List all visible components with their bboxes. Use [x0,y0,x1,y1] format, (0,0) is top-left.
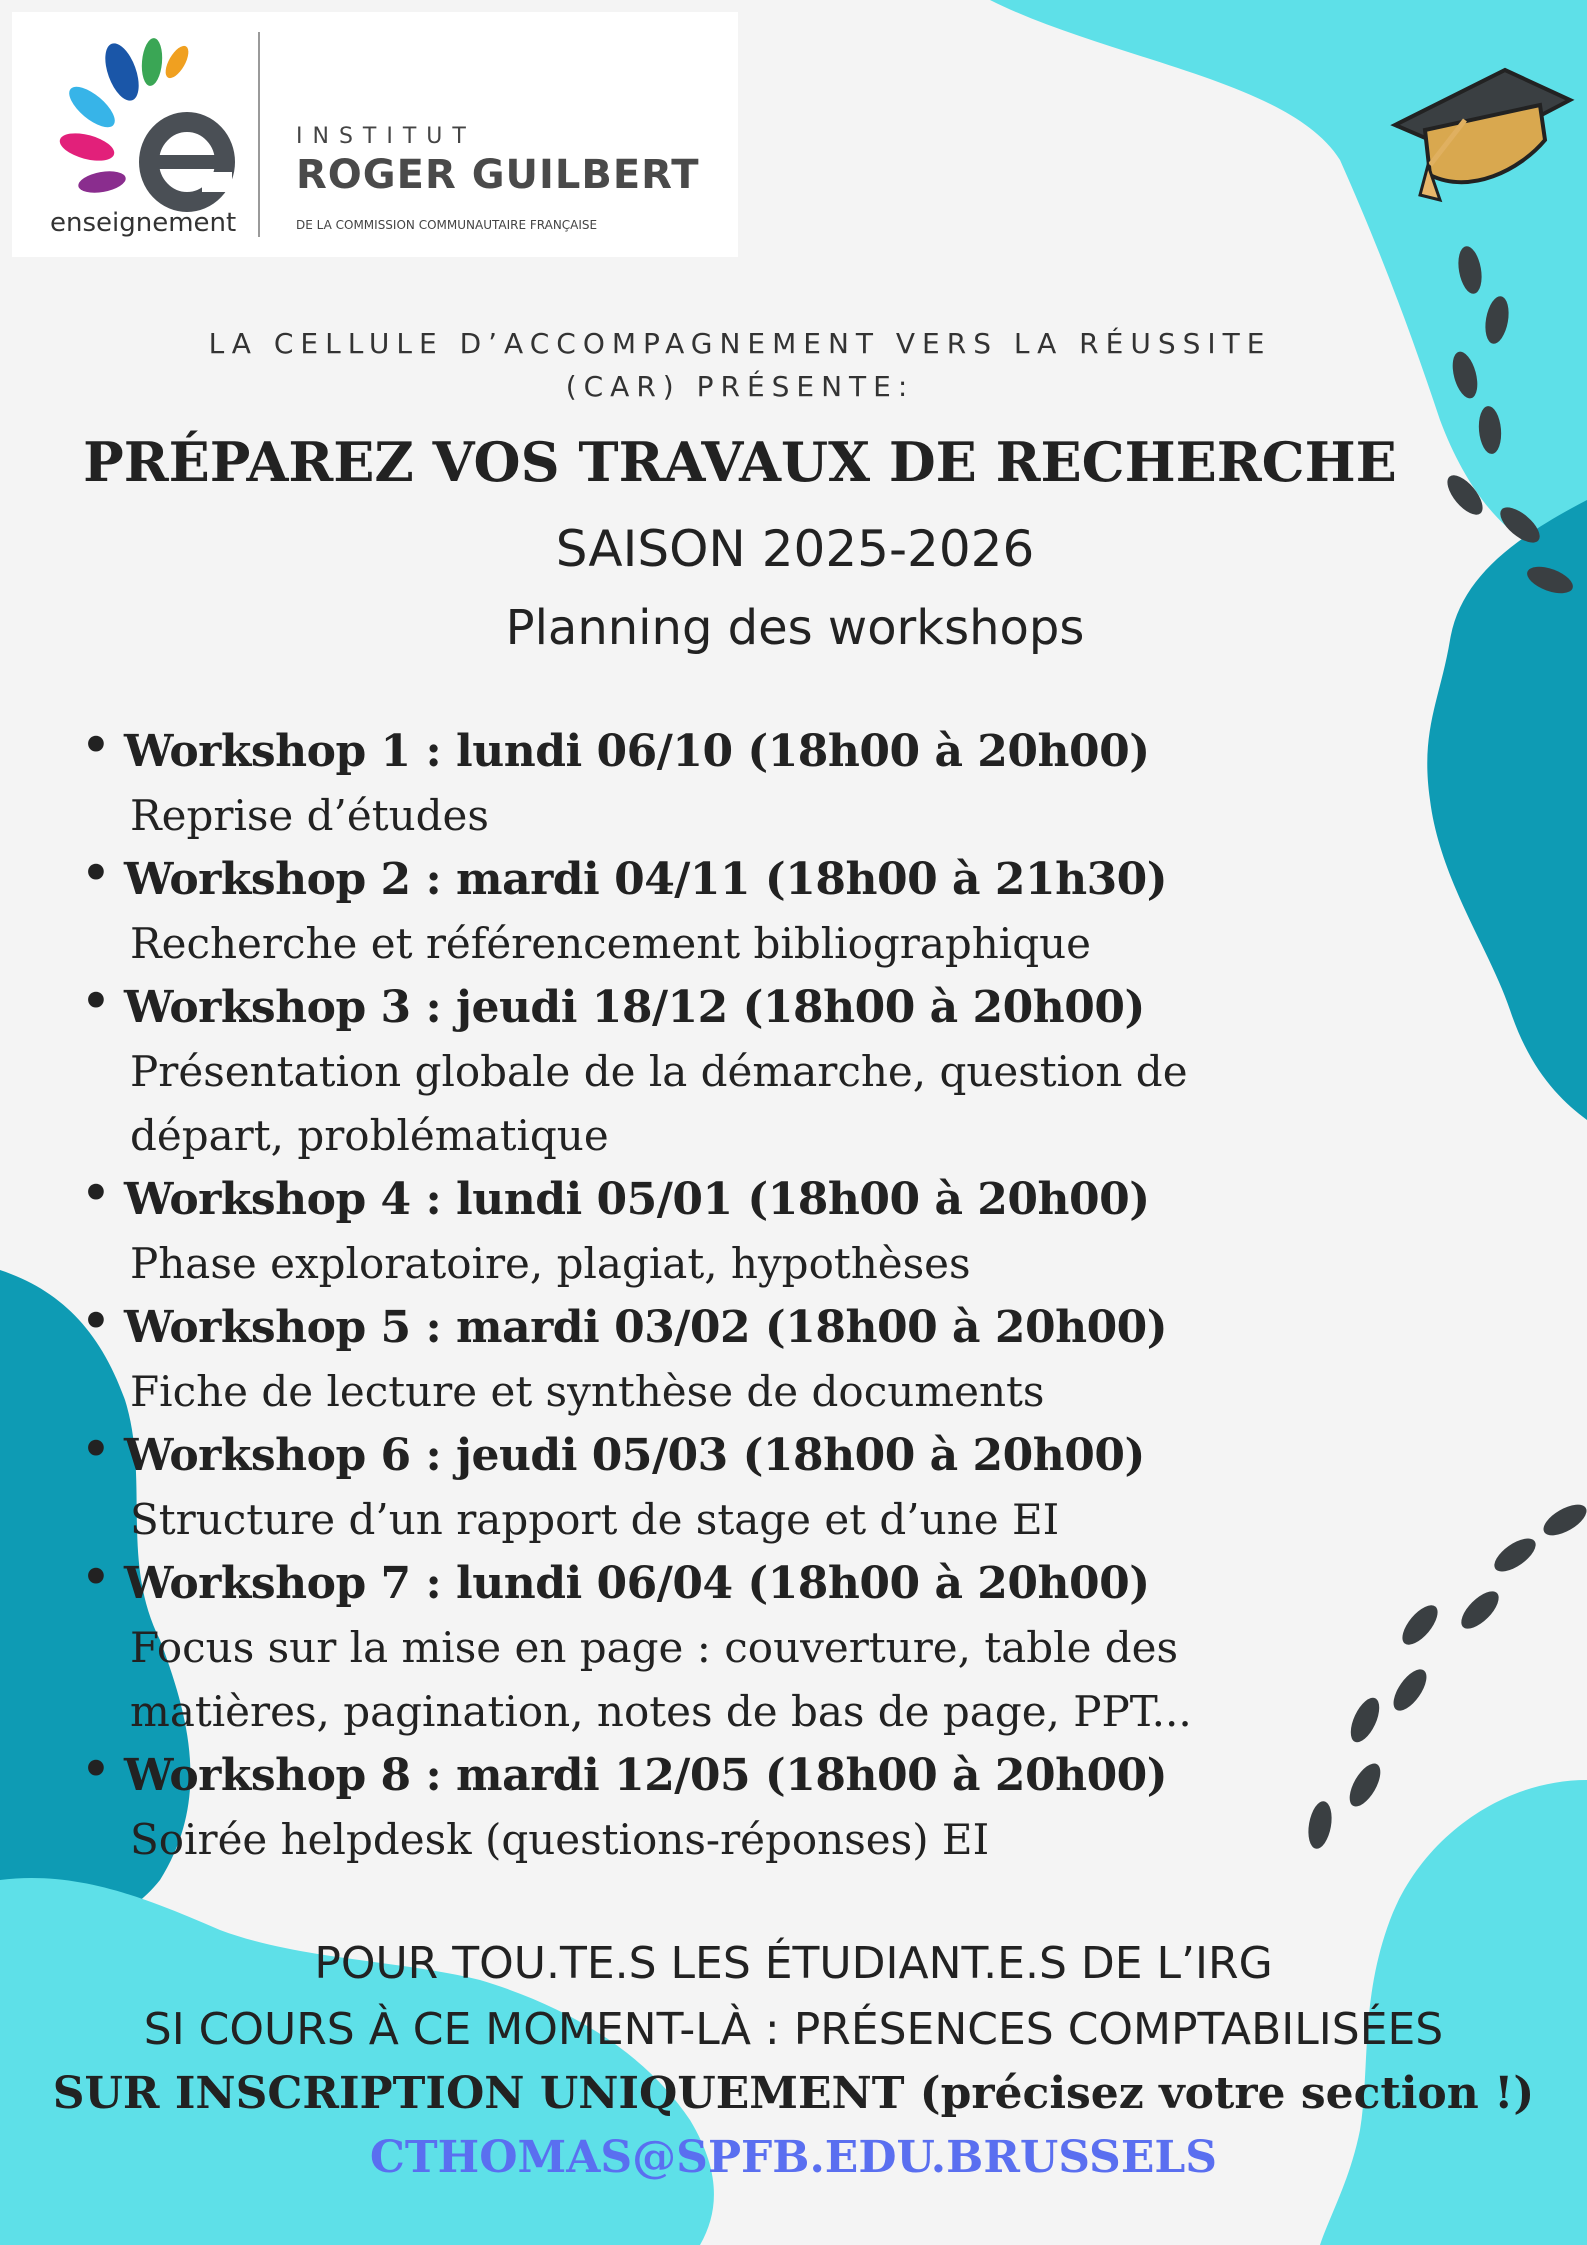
institute-logo [12,12,738,257]
workshop-heading: • Workshop 4 : lundi 05/01 (18h00 à 20h00) [124,1174,1150,1225]
workshop-item [80,1744,1330,1872]
footer-attendance: SI COURS À CE MOMENT-LÀ : PRÉSENCES COMPTABILISÉES [143,2004,1444,2055]
workshop-heading: • Workshop 1 : lundi 06/10 (18h00 à 20h00) [124,726,1150,777]
workshop-description: Phase exploratoire, plagiat, hypothèses [130,1239,971,1288]
footer-registration: SUR INSCRIPTION UNIQUEMENT (précisez votre section !) [52,2068,1535,2119]
workshop-heading: • Workshop 3 : jeudi 18/12 (18h00 à 20h00) [124,982,1145,1033]
kicker-line-2: (CAR) PRÉSENTE: [565,370,915,403]
footer-audience: POUR TOU.TE.S LES ÉTUDIANT.E.S DE L’IRG [314,1938,1273,1989]
workshop-heading: • Workshop 7 : lundi 06/04 (18h00 à 20h00) [124,1558,1150,1609]
logo-institute-name: ROGER GUILBERT [296,152,700,198]
workshop-heading: • Workshop 5 : mardi 03/02 (18h00 à 20h00) [124,1302,1168,1353]
workshop-heading: • Workshop 2 : mardi 04/11 (18h00 à 21h30) [124,854,1168,905]
contact-email-link[interactable]: CTHOMAS@SPFB.EDU.BRUSSELS [369,2132,1218,2183]
workshop-description: Focus sur la mise en page : couverture, table des matières, pagination, notes de bas de page, PPT... [130,1623,1192,1736]
workshop-item [80,848,1330,976]
workshop-item [80,720,1330,848]
workshop-item [80,976,1330,1168]
workshop-description: Structure d’un rapport de stage et d’une EI [130,1495,1060,1544]
logo-institute-subtitle: DE LA COMMISSION COMMUNAUTAIRE FRANÇAISE [296,218,598,232]
workshop-item [80,1296,1330,1424]
workshop-description: Recherche et référencement bibliographique [130,919,1092,968]
workshop-description: Soirée helpdesk (questions-réponses) EI [130,1815,990,1864]
workshop-item [80,1552,1330,1744]
workshop-description: Reprise d’études [130,791,489,840]
workshop-list [80,720,1330,1872]
bottom-left-blob [0,1878,714,2245]
logo-caption: enseignement [50,208,237,238]
page-title: PRÉPAREZ VOS TRAVAUX DE RECHERCHE [83,430,1397,494]
workshop-heading: • Workshop 8 : mardi 12/05 (18h00 à 20h00) [124,1750,1168,1801]
planning-subtitle: Planning des workshops [505,600,1085,656]
logo-institute-label: INSTITUT [296,124,476,149]
logo-divider [258,32,260,237]
kicker-line-1: LA CELLULE D’ACCOMPAGNEMENT VERS LA RÉUSSITE [208,327,1272,360]
workshop-item [80,1424,1330,1552]
workshop-description: Présentation globale de la démarche, question de départ, problématique [130,1047,1188,1160]
workshop-item [80,1168,1330,1296]
workshop-heading: • Workshop 6 : jeudi 05/03 (18h00 à 20h00) [124,1430,1145,1481]
workshop-description: Fiche de lecture et synthèse de documents [130,1367,1045,1416]
season-label: SAISON 2025-2026 [555,520,1035,578]
